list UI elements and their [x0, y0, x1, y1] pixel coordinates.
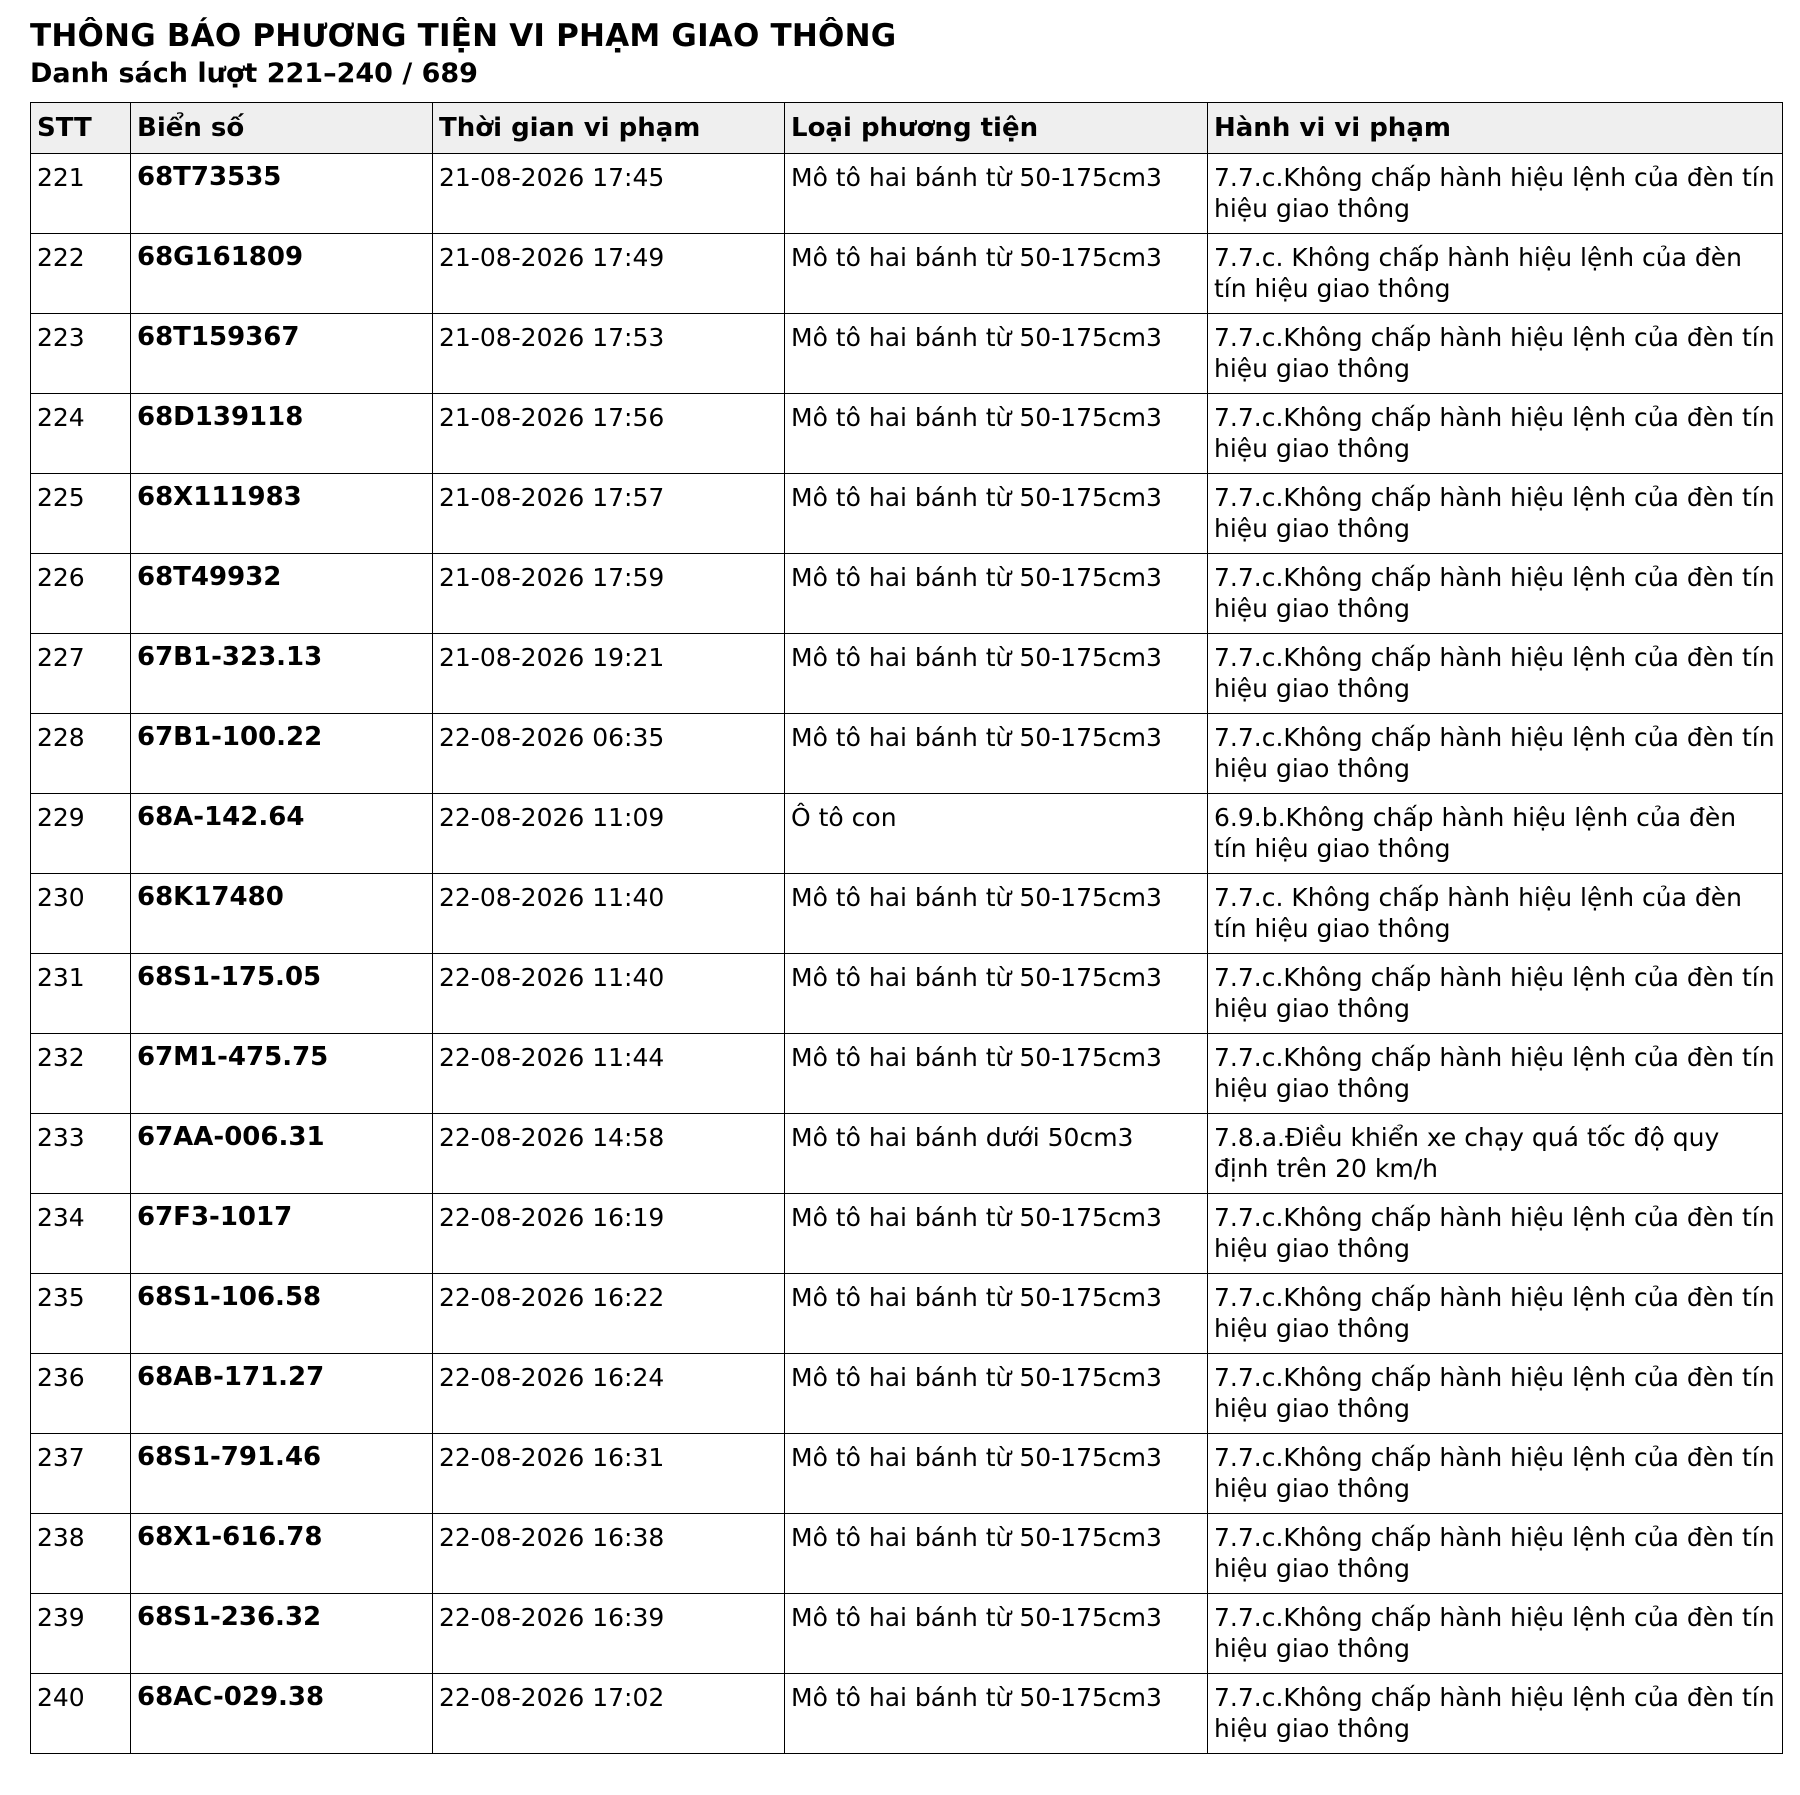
- cell-time: 22-08-2026 16:19: [433, 1194, 785, 1274]
- header-violation: Hành vi vi phạm: [1208, 103, 1783, 154]
- table-row: [31, 154, 1783, 234]
- cell-time: 21-08-2026 19:21: [433, 634, 785, 714]
- cell-time: 21-08-2026 17:59: [433, 554, 785, 634]
- cell-vehicle-type: Mô tô hai bánh từ 50-175cm3: [785, 1354, 1208, 1434]
- cell-violation: 7.7.c.Không chấp hành hiệu lệnh của đèn tín hiệu giao thông: [1208, 954, 1783, 1034]
- table-row: [31, 1034, 1783, 1114]
- cell-vehicle-type: Mô tô hai bánh từ 50-175cm3: [785, 314, 1208, 394]
- cell-vehicle-type: Mô tô hai bánh từ 50-175cm3: [785, 1034, 1208, 1114]
- cell-vehicle-type: Mô tô hai bánh từ 50-175cm3: [785, 1274, 1208, 1354]
- cell-violation: 7.7.c. Không chấp hành hiệu lệnh của đèn tín hiệu giao thông: [1208, 874, 1783, 954]
- cell-time: 22-08-2026 16:38: [433, 1514, 785, 1594]
- cell-stt: 223: [31, 314, 131, 394]
- cell-stt: 233: [31, 1114, 131, 1194]
- cell-stt: 239: [31, 1594, 131, 1674]
- cell-time: 22-08-2026 06:35: [433, 714, 785, 794]
- cell-plate: 68K17480: [131, 874, 433, 954]
- cell-vehicle-type: Mô tô hai bánh từ 50-175cm3: [785, 1674, 1208, 1754]
- cell-time: 22-08-2026 17:02: [433, 1674, 785, 1754]
- cell-violation: 7.7.c.Không chấp hành hiệu lệnh của đèn tín hiệu giao thông: [1208, 154, 1783, 234]
- cell-plate: 68S1-791.46: [131, 1434, 433, 1514]
- cell-vehicle-type: Mô tô hai bánh từ 50-175cm3: [785, 634, 1208, 714]
- table-row: [31, 874, 1783, 954]
- cell-stt: 229: [31, 794, 131, 874]
- table-row: [31, 1114, 1783, 1194]
- table-row: [31, 554, 1783, 634]
- cell-stt: 226: [31, 554, 131, 634]
- cell-plate: 68D139118: [131, 394, 433, 474]
- cell-time: 22-08-2026 16:31: [433, 1434, 785, 1514]
- cell-plate: 68AB-171.27: [131, 1354, 433, 1434]
- cell-violation: 7.7.c.Không chấp hành hiệu lệnh của đèn tín hiệu giao thông: [1208, 314, 1783, 394]
- cell-time: 22-08-2026 11:40: [433, 874, 785, 954]
- cell-stt: 224: [31, 394, 131, 474]
- cell-violation: 7.7.c.Không chấp hành hiệu lệnh của đèn tín hiệu giao thông: [1208, 1034, 1783, 1114]
- page-subtitle: Danh sách lượt 221–240 / 689: [30, 58, 478, 89]
- cell-stt: 227: [31, 634, 131, 714]
- cell-violation: 7.7.c. Không chấp hành hiệu lệnh của đèn tín hiệu giao thông: [1208, 234, 1783, 314]
- cell-vehicle-type: Mô tô hai bánh từ 50-175cm3: [785, 474, 1208, 554]
- header-stt: STT: [31, 103, 131, 154]
- table-row: [31, 474, 1783, 554]
- cell-violation: 7.7.c.Không chấp hành hiệu lệnh của đèn tín hiệu giao thông: [1208, 1354, 1783, 1434]
- cell-violation: 7.7.c.Không chấp hành hiệu lệnh của đèn tín hiệu giao thông: [1208, 474, 1783, 554]
- cell-violation: 7.7.c.Không chấp hành hiệu lệnh của đèn tín hiệu giao thông: [1208, 1594, 1783, 1674]
- cell-plate: 68S1-175.05: [131, 954, 433, 1034]
- cell-violation: 7.7.c.Không chấp hành hiệu lệnh của đèn tín hiệu giao thông: [1208, 1274, 1783, 1354]
- cell-plate: 68A-142.64: [131, 794, 433, 874]
- cell-stt: 221: [31, 154, 131, 234]
- cell-vehicle-type: Mô tô hai bánh từ 50-175cm3: [785, 714, 1208, 794]
- cell-stt: 222: [31, 234, 131, 314]
- cell-time: 22-08-2026 16:22: [433, 1274, 785, 1354]
- cell-time: 21-08-2026 17:56: [433, 394, 785, 474]
- table-row: [31, 1514, 1783, 1594]
- cell-stt: 232: [31, 1034, 131, 1114]
- header-vehicle-type: Loại phương tiện: [785, 103, 1208, 154]
- cell-time: 21-08-2026 17:45: [433, 154, 785, 234]
- cell-stt: 238: [31, 1514, 131, 1594]
- cell-time: 22-08-2026 11:09: [433, 794, 785, 874]
- cell-violation: 7.7.c.Không chấp hành hiệu lệnh của đèn tín hiệu giao thông: [1208, 714, 1783, 794]
- cell-violation: 6.9.b.Không chấp hành hiệu lệnh của đèn tín hiệu giao thông: [1208, 794, 1783, 874]
- cell-vehicle-type: Mô tô hai bánh từ 50-175cm3: [785, 234, 1208, 314]
- cell-violation: 7.7.c.Không chấp hành hiệu lệnh của đèn tín hiệu giao thông: [1208, 1514, 1783, 1594]
- cell-time: 21-08-2026 17:53: [433, 314, 785, 394]
- violations-table: [30, 102, 1783, 1754]
- cell-vehicle-type: Mô tô hai bánh từ 50-175cm3: [785, 1194, 1208, 1274]
- table-row: [31, 394, 1783, 474]
- cell-stt: 230: [31, 874, 131, 954]
- table-row: [31, 1274, 1783, 1354]
- page-title: THÔNG BÁO PHƯƠNG TIỆN VI PHẠM GIAO THÔNG: [30, 18, 897, 54]
- cell-violation: 7.7.c.Không chấp hành hiệu lệnh của đèn tín hiệu giao thông: [1208, 1194, 1783, 1274]
- cell-violation: 7.7.c.Không chấp hành hiệu lệnh của đèn tín hiệu giao thông: [1208, 1434, 1783, 1514]
- cell-plate: 68T159367: [131, 314, 433, 394]
- cell-vehicle-type: Mô tô hai bánh từ 50-175cm3: [785, 954, 1208, 1034]
- table-row: [31, 634, 1783, 714]
- table-row: [31, 1354, 1783, 1434]
- header-time: Thời gian vi phạm: [433, 103, 785, 154]
- cell-stt: 237: [31, 1434, 131, 1514]
- cell-plate: 67B1-323.13: [131, 634, 433, 714]
- cell-vehicle-type: Ô tô con: [785, 794, 1208, 874]
- cell-stt: 228: [31, 714, 131, 794]
- cell-vehicle-type: Mô tô hai bánh từ 50-175cm3: [785, 1514, 1208, 1594]
- cell-plate: 68S1-106.58: [131, 1274, 433, 1354]
- cell-plate: 67M1-475.75: [131, 1034, 433, 1114]
- cell-plate: 68X111983: [131, 474, 433, 554]
- cell-time: 21-08-2026 17:49: [433, 234, 785, 314]
- cell-time: 22-08-2026 11:44: [433, 1034, 785, 1114]
- cell-stt: 231: [31, 954, 131, 1034]
- cell-time: 22-08-2026 11:40: [433, 954, 785, 1034]
- cell-plate: 68T73535: [131, 154, 433, 234]
- cell-plate: 68T49932: [131, 554, 433, 634]
- cell-violation: 7.7.c.Không chấp hành hiệu lệnh của đèn tín hiệu giao thông: [1208, 634, 1783, 714]
- cell-stt: 234: [31, 1194, 131, 1274]
- cell-plate: 67F3-1017: [131, 1194, 433, 1274]
- cell-plate: 68AC-029.38: [131, 1674, 433, 1754]
- cell-vehicle-type: Mô tô hai bánh từ 50-175cm3: [785, 1594, 1208, 1674]
- cell-plate: 68X1-616.78: [131, 1514, 433, 1594]
- cell-time: 22-08-2026 14:58: [433, 1114, 785, 1194]
- table-row: [31, 314, 1783, 394]
- table-row: [31, 1594, 1783, 1674]
- cell-stt: 235: [31, 1274, 131, 1354]
- cell-violation: 7.8.a.Điều khiển xe chạy quá tốc độ quy định trên 20 km/h: [1208, 1114, 1783, 1194]
- cell-time: 22-08-2026 16:24: [433, 1354, 785, 1434]
- header-row: [31, 103, 1783, 154]
- cell-vehicle-type: Mô tô hai bánh từ 50-175cm3: [785, 1434, 1208, 1514]
- table-row: [31, 1194, 1783, 1274]
- cell-time: 21-08-2026 17:57: [433, 474, 785, 554]
- table-header: [31, 103, 1783, 154]
- cell-vehicle-type: Mô tô hai bánh từ 50-175cm3: [785, 154, 1208, 234]
- cell-time: 22-08-2026 16:39: [433, 1594, 785, 1674]
- cell-stt: 240: [31, 1674, 131, 1754]
- table-row: [31, 954, 1783, 1034]
- table-body: [31, 154, 1783, 1754]
- cell-vehicle-type: Mô tô hai bánh từ 50-175cm3: [785, 874, 1208, 954]
- cell-plate: 68S1-236.32: [131, 1594, 433, 1674]
- cell-plate: 68G161809: [131, 234, 433, 314]
- table-row: [31, 234, 1783, 314]
- cell-stt: 236: [31, 1354, 131, 1434]
- table-row: [31, 1434, 1783, 1514]
- cell-plate: 67B1-100.22: [131, 714, 433, 794]
- cell-plate: 67AA-006.31: [131, 1114, 433, 1194]
- header-plate: Biển số: [131, 103, 433, 154]
- cell-violation: 7.7.c.Không chấp hành hiệu lệnh của đèn tín hiệu giao thông: [1208, 554, 1783, 634]
- cell-vehicle-type: Mô tô hai bánh dưới 50cm3: [785, 1114, 1208, 1194]
- table-row: [31, 714, 1783, 794]
- cell-stt: 225: [31, 474, 131, 554]
- table-row: [31, 1674, 1783, 1754]
- cell-violation: 7.7.c.Không chấp hành hiệu lệnh của đèn tín hiệu giao thông: [1208, 1674, 1783, 1754]
- cell-vehicle-type: Mô tô hai bánh từ 50-175cm3: [785, 394, 1208, 474]
- table-row: [31, 794, 1783, 874]
- cell-vehicle-type: Mô tô hai bánh từ 50-175cm3: [785, 554, 1208, 634]
- cell-violation: 7.7.c.Không chấp hành hiệu lệnh của đèn tín hiệu giao thông: [1208, 394, 1783, 474]
